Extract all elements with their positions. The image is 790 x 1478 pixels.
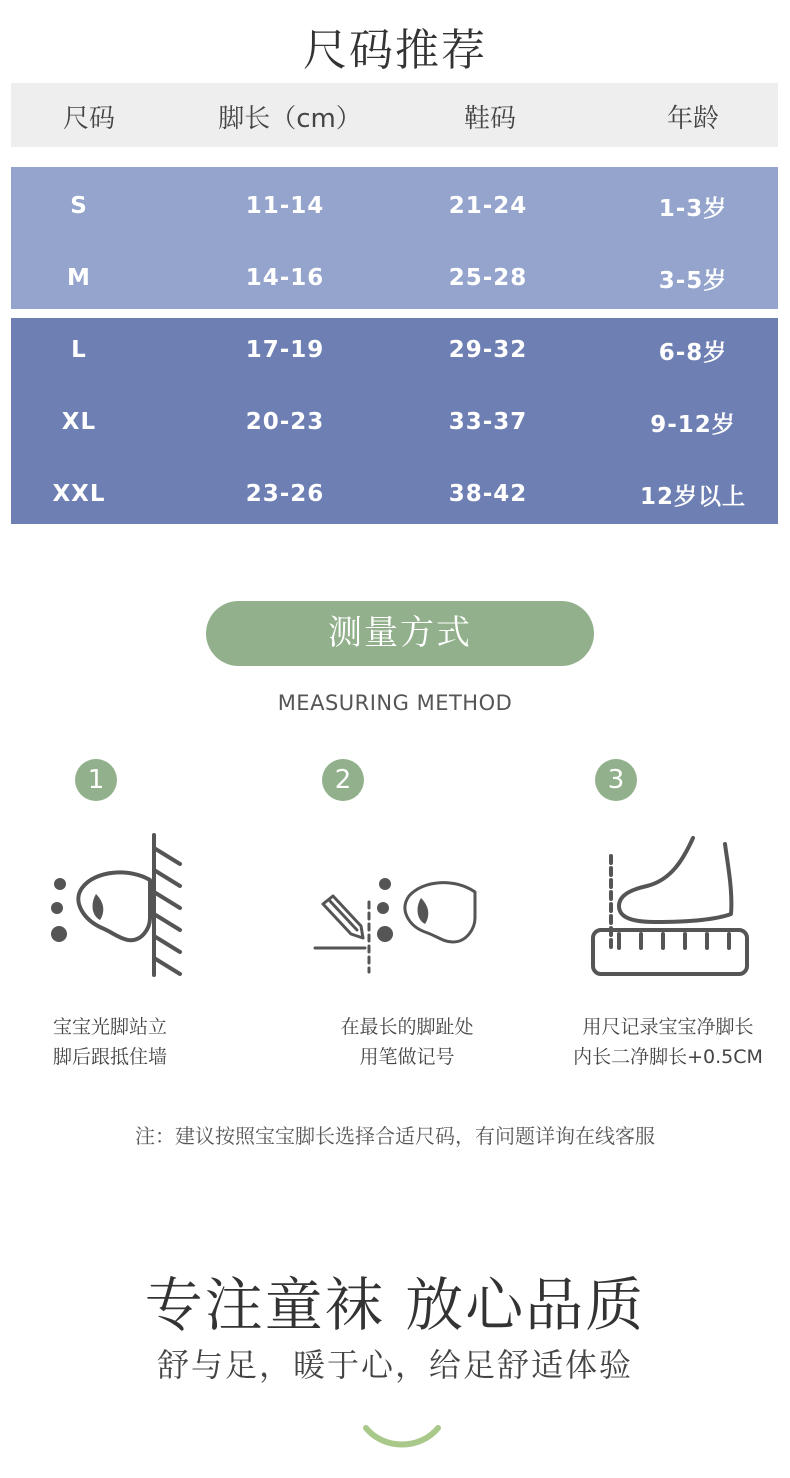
slogan-title: 专注童袜 放心品质 [144,1271,646,1339]
table-cell-foot-length: 23-26 [245,481,325,507]
column-header-age: 年龄 [666,104,719,134]
table-cell-shoe-size: 33-37 [448,409,528,435]
pencil-mark-icon [305,862,485,982]
step-caption-line: 脚后跟抵住墙 [52,1046,167,1068]
table-cell-shoe-size: 21-24 [448,193,528,219]
table-cell-shoe-size: 25-28 [448,265,528,291]
step-caption-line: 在最长的脚趾处 [340,1016,474,1038]
column-header-foot-length: 脚长（cm） [218,104,362,134]
sizing-note: 注：建议按照宝宝脚长选择合适尺码，有问题详询在线客服 [135,1124,655,1148]
table-cell-age: 12岁以上 [639,484,746,510]
step-caption-line: 宝宝光脚站立 [52,1016,167,1038]
table-cell-age: 9-12岁 [650,412,736,438]
section-subtitle: MEASURING METHOD [277,691,513,715]
section-title-pill: 测量方式 [206,601,594,666]
table-cell-size: L [71,337,87,363]
step-number-badge: 3 [595,759,637,801]
smile-curve-icon [360,1420,444,1454]
step-caption [538,1012,790,1072]
step-caption-line: 内长二净脚长+0.5CM [573,1046,763,1068]
table-cell-shoe-size: 38-42 [448,481,528,507]
step-caption-line: 用笔做记号 [359,1046,455,1068]
page-title: 尺码推荐 [303,25,487,76]
step-number-badge: 2 [322,759,364,801]
table-cell-size: M [67,265,91,291]
table-cell-age: 6-8岁 [658,340,728,366]
table-cell-shoe-size: 29-32 [448,337,528,363]
table-cell-age: 1-3岁 [658,196,728,222]
table-cell-foot-length: 11-14 [245,193,325,219]
ruler-foot-icon [585,830,755,980]
table-cell-foot-length: 20-23 [245,409,325,435]
step-caption [0,1012,240,1072]
foot-against-wall-icon [40,830,190,980]
column-header-size: 尺码 [62,104,115,134]
column-header-shoe-size: 鞋码 [463,104,516,134]
table-cell-size: XL [61,409,97,435]
step-number-badge: 1 [75,759,117,801]
table-cell-size: S [70,193,88,219]
table-cell-size: XXL [52,481,106,507]
table-cell-foot-length: 17-19 [245,337,325,363]
step-caption [277,1012,537,1072]
table-cell-age: 3-5岁 [658,268,728,294]
step-caption-line: 用尺记录宝宝净脚长 [582,1016,754,1038]
slogan-subtitle: 舒与足，暖于心，给足舒适体验 [156,1346,633,1384]
table-cell-foot-length: 14-16 [245,265,325,291]
